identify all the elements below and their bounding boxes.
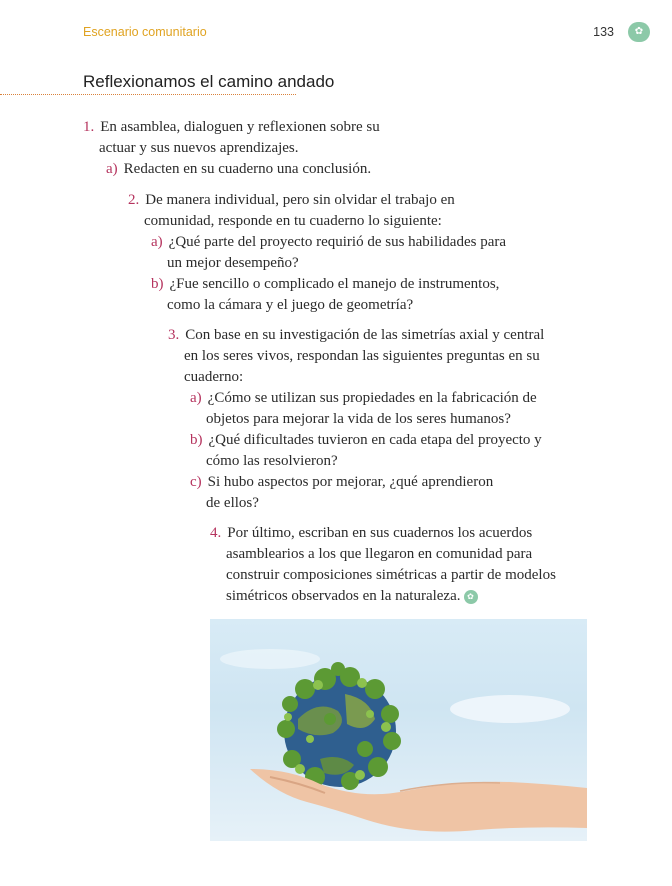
- sub-label: a): [151, 234, 163, 250]
- sub-text: objetos para mejorar la vida de los seres humanos?: [206, 411, 511, 427]
- question-2: [128, 190, 455, 232]
- question-text: De manera individual, pero sin olvidar el trabajo en: [145, 192, 455, 208]
- sub-label: a): [106, 161, 118, 177]
- sub-text: como la cámara y el juego de geometría?: [167, 297, 414, 313]
- question-text: asamblearios a los que llegaron en comunidad para: [226, 546, 533, 562]
- sub-text: ¿Qué dificultades tuvieron en cada etapa del proyecto y: [208, 432, 542, 448]
- question-number: 1.: [83, 119, 95, 135]
- sub-label: b): [151, 276, 164, 292]
- question-text: Por último, escriban en sus cuadernos los acuerdos: [227, 525, 533, 541]
- sub-label: b): [190, 432, 203, 448]
- title-underline: [0, 94, 296, 95]
- question-1: [83, 117, 380, 159]
- sub-text: ¿Cómo se utilizan sus propiedades en la fabricación de: [207, 390, 537, 406]
- question-1-a: [106, 159, 371, 180]
- earth-in-hand-photo: [210, 619, 587, 841]
- question-4: [210, 523, 556, 607]
- earth-in-hand-illustration: [210, 619, 587, 841]
- question-text: En asamblea, dialoguen y reflexionen sobre su: [100, 119, 380, 135]
- question-text: cuaderno:: [184, 369, 244, 385]
- section-label: Escenario comunitario: [83, 25, 207, 39]
- question-text: comunidad, responde en tu cuaderno lo siguiente:: [144, 213, 442, 229]
- leaf-book-icon: ✿: [464, 590, 478, 604]
- question-number: 4.: [210, 525, 222, 541]
- leaf-book-icon: ✿: [628, 22, 650, 42]
- page-number: 133: [593, 25, 614, 39]
- question-text: en los seres vivos, respondan las siguientes preguntas en su: [184, 348, 540, 364]
- question-text: construir composiciones simétricas a partir de modelos: [226, 567, 556, 583]
- sub-label: a): [190, 390, 202, 406]
- question-number: 3.: [168, 327, 180, 343]
- question-2-b: [151, 274, 499, 316]
- sub-text: cómo las resolvieron?: [206, 453, 338, 469]
- sub-text: ¿Qué parte del proyecto requirió de sus habilidades para: [168, 234, 507, 250]
- question-text-last: simétricos observados en la naturaleza. ✿: [210, 586, 556, 607]
- sub-text: Si hubo aspectos por mejorar, ¿qué aprendieron: [207, 474, 494, 490]
- page-title: Reflexionamos el camino andado: [83, 72, 335, 91]
- question-text: actuar y sus nuevos aprendizajes.: [99, 140, 299, 156]
- question-3-a: [190, 388, 537, 430]
- question-3: [168, 325, 544, 388]
- question-number: 2.: [128, 192, 140, 208]
- sub-text: un mejor desempeño?: [167, 255, 299, 271]
- sub-text: de ellos?: [206, 495, 259, 511]
- question-text: Con base en su investigación de las simetrías axial y central: [185, 327, 545, 343]
- sub-label: c): [190, 474, 202, 490]
- sub-text: ¿Fue sencillo o complicado el manejo de instrumentos,: [169, 276, 500, 292]
- question-2-a: [151, 232, 506, 274]
- question-3-c: [190, 472, 493, 514]
- sub-text: Redacten en su cuaderno una conclusión.: [123, 161, 372, 177]
- question-3-b: [190, 430, 542, 472]
